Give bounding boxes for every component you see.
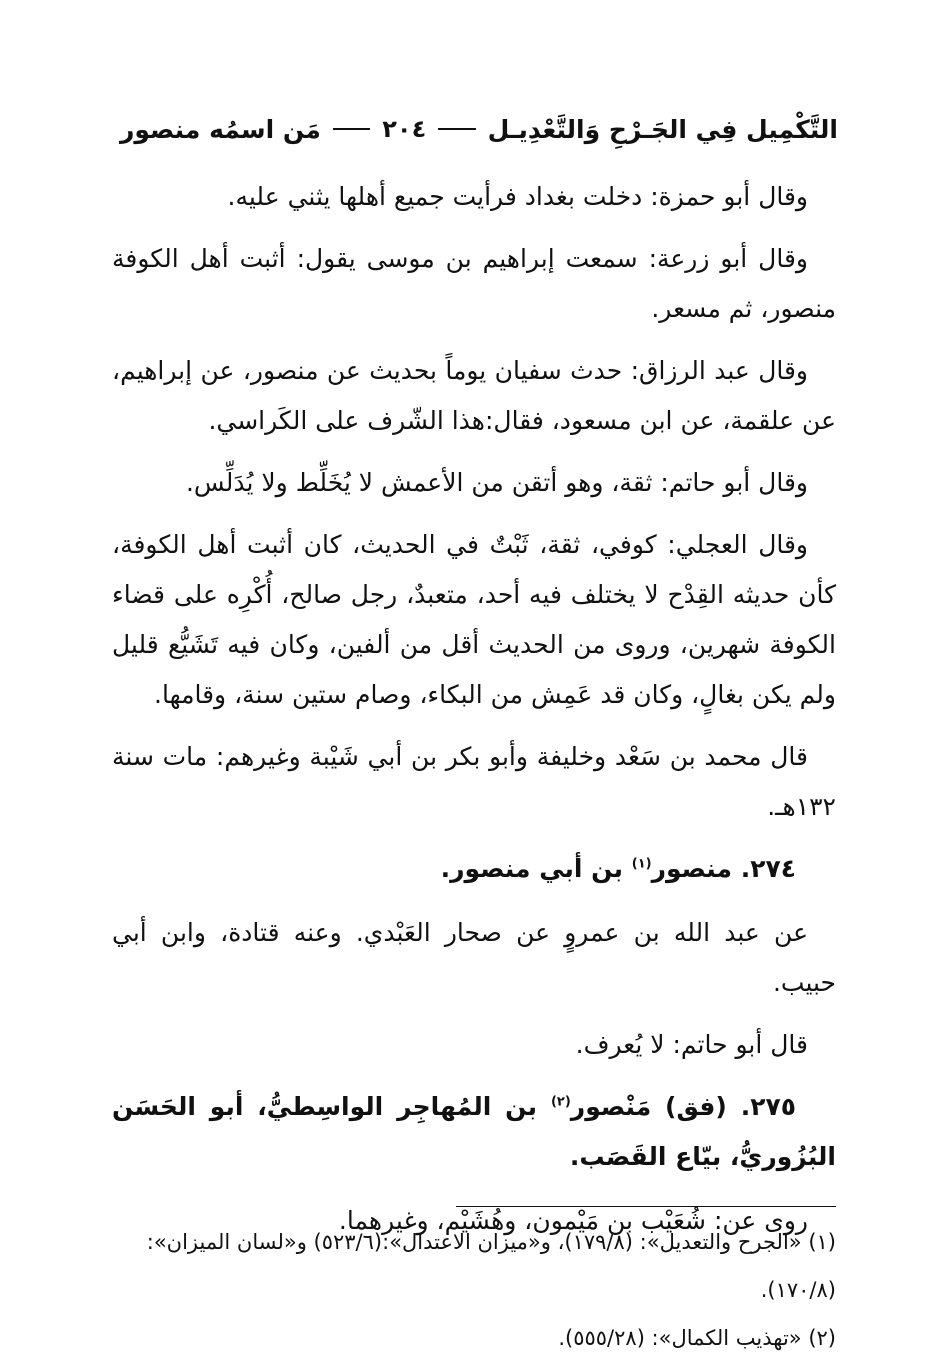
entry-line: عن عبد الله بن عمروٍ عن صحار العَبْدي. وعنه قتادة، وابن أبي حبيب.: [112, 918, 836, 997]
paragraph: وقال أبو زرعة: سمعت إبراهيم بن موسى يقول: أثبت أهل الكوفة منصور، ثم مسعر.: [112, 244, 836, 323]
entry-number: ٢٧٤.: [740, 854, 796, 883]
footnote: (١) «الجرح والتعديل»: (١٧٩/٨)، و«ميزان الاعتدال»:(٥٢٣/٦) و«لسان الميزان»: (١٧٠/٨).: [146, 1230, 836, 1302]
paragraph: وقال عبد الرزاق: حدث سفيان يوماً بحديث عن منصور، عن إبراهيم، عن علقمة، عن ابن مسعود، فقال:هذا الشّرف على الكَراسي.: [112, 356, 836, 435]
footnote-ref: (١): [631, 856, 652, 872]
entry-line: روى عن: شُعَيْب بن مَيْمون، وهُشَيْم، وغيرهما.: [338, 1206, 808, 1235]
paragraph: وقال العجلي: كوفي، ثقة، ثَبْتٌ في الحديث، كان أثبت أهل الكوفة، كأن حديثه القِدْح لا يختلف فيه أحد، متعبدٌ، رجل صالح، أُكْرِه على قضاء الكوفة شهرين، وروى من الحديث أقل من ألفين، وكان فيه تَشَيُّع قليل ولم يكن بغالٍ، وكان قد عَمِش من البكاء، وصام ستين سنة، وقامها.: [112, 530, 836, 709]
entry-name: منصور: [651, 854, 732, 883]
header-rule: [333, 128, 370, 130]
footnote-ref: (٢): [550, 1094, 571, 1110]
entry-rest: بن أبي منصور.: [440, 854, 624, 883]
entry-line: قال أبو حاتم: لا يُعرف.: [575, 1030, 808, 1059]
page-number: ٢٠٤: [382, 115, 427, 143]
running-header: [120, 112, 838, 146]
entry-heading-274: [112, 844, 836, 894]
entry-rest: بن المُهاجِر الواسِطيُّ، أبو الحَسَن البُزُوريُّ، بيّاع القَصَب.: [112, 1092, 836, 1171]
entry-name: (فق) مَنْصور: [570, 1092, 727, 1121]
paragraph: قال محمد بن سَعْد وخليفة وأبو بكر بن أبي شَيْبة وغيرهم: مات سنة ١٣٢هـ.: [112, 742, 836, 821]
entry-number: ٢٧٥.: [740, 1092, 796, 1121]
paragraph: وقال أبو حاتم: ثقة، وهو أتقن من الأعمش لا يُخَلِّط ولا يُدَلِّس.: [185, 468, 808, 497]
entry-heading-275: [112, 1082, 836, 1182]
paragraph: وقال أبو حمزة: دخلت بغداد فرأيت جميع أهلها يثني عليه.: [227, 182, 808, 211]
footnote: (٢) «تهذيب الكمال»: (٥٥٥/٢٨).: [558, 1326, 836, 1350]
main-text: [112, 172, 836, 1258]
section-title: مَن اسمُه منصور: [119, 114, 321, 144]
footnotes: [100, 1218, 836, 1362]
footnote-separator: [456, 1206, 836, 1207]
header-rule: [438, 128, 475, 130]
book-title: التَّكْمِيل فِي الجَـرْحِ وَالتَّعْدِيـل: [487, 114, 838, 144]
